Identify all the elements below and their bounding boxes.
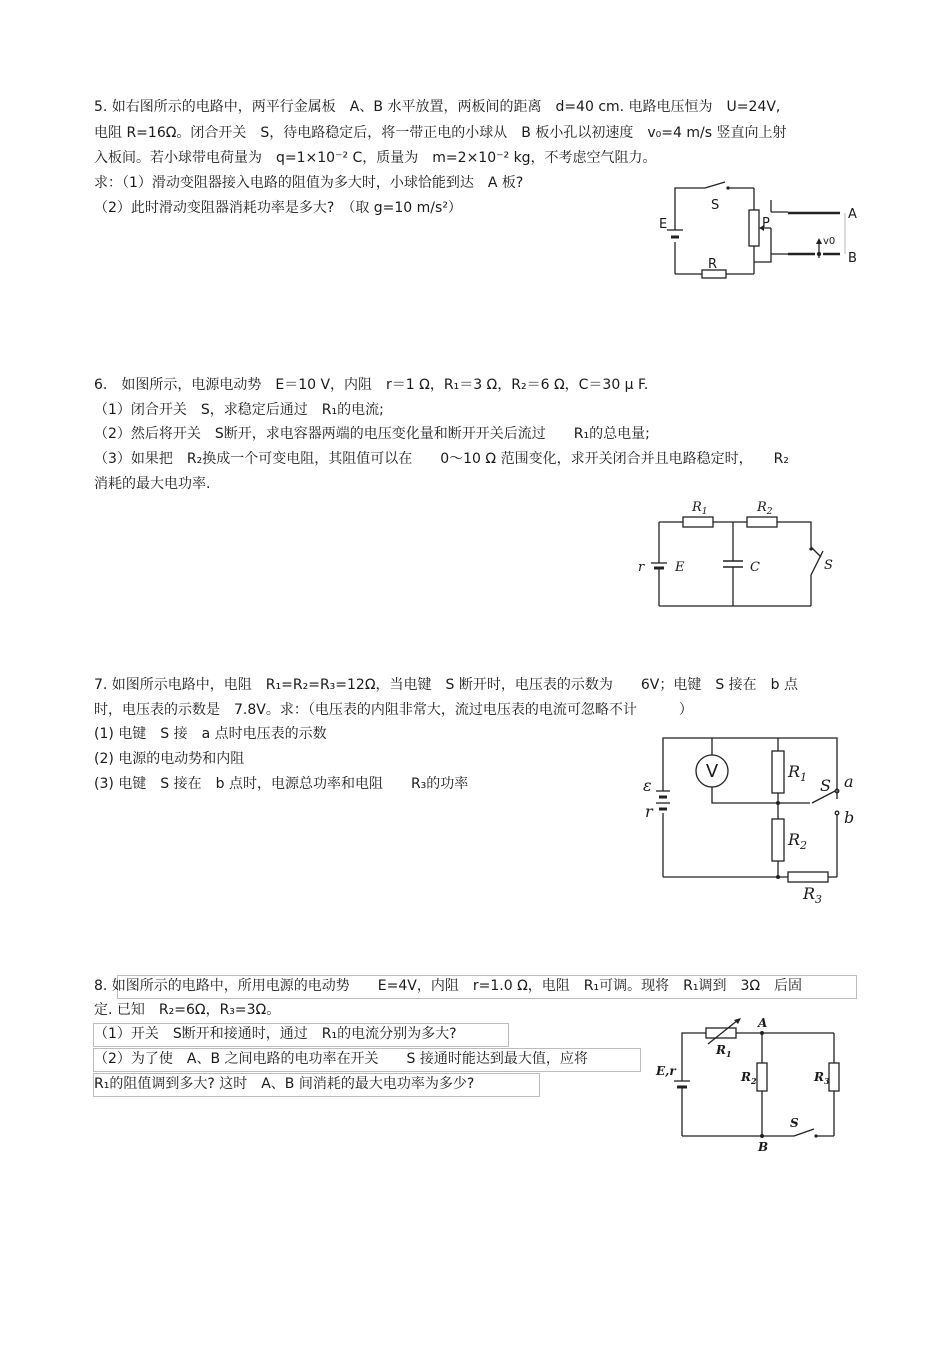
q8-r1-variable-arrow (708, 1020, 738, 1044)
q8-switch-blade (794, 1129, 814, 1136)
q5-line-3: 入板间。若小球带电荷量为 q=1×10⁻² C，质量为 m=2×10⁻² kg，不考虑空气阻力。 (94, 150, 657, 166)
q8-line-1: 8. 如图所示的电路中，所用电源的电动势 E=4V，内阻 r=1.0 Ω，电阻 R₁可调。现将 R₁调到 3Ω 后固 (94, 978, 803, 994)
q7-label-eps: ε (643, 776, 652, 795)
q6-label-e: E (675, 560, 685, 575)
q7-line-1: 7. 如图所示电路中，电阻 R₁=R₂=R₃=12Ω，当电键 S 断开时，电压表的示数为 6V；电键 S 接在 b 点 (94, 677, 799, 693)
q5-label-e: E (659, 217, 668, 232)
q5-line-5: （2）此时滑动变阻器消耗功率是多大? （取 g=10 m/s²） (94, 200, 462, 216)
q7-label-v: V (705, 761, 719, 782)
q6-label-r: r (638, 560, 645, 575)
q5-label-a: A (848, 207, 857, 222)
q8-label-r2: $R_2$ (741, 1070, 757, 1086)
q5-ball (817, 252, 821, 256)
q5-line-4: 求：（1）滑动变阻器接入电路的阻值为多大时，小球恰能到达 A 板? (94, 175, 524, 191)
q6-resistor-r2 (747, 517, 777, 527)
q7-label-b: b (844, 808, 855, 827)
q8-label-r1: $R_1$ (716, 1043, 732, 1059)
q7-contact-b (835, 811, 839, 815)
q8-circuit-diagram (652, 1013, 852, 1158)
q8-line-3: （1）开关 S断开和接通时，通过 R₁的电流分别为多大? (94, 1026, 457, 1042)
q7-resistor-r2 (772, 819, 784, 861)
q5-line-1: 5. 如右图所示的电路中，两平行金属板 A、B 水平放置，两板间的距离 d=40 cm. 电路电压恒为 U=24V, (94, 99, 781, 115)
q5-label-r: R (708, 257, 718, 272)
q5-line-2: 电阻 R=16Ω。闭合开关 S，待电路稳定后，将一带正电的小球从 B 板小孔以初速度 v₀=4 m/s 竖直向上射 (94, 125, 787, 141)
q5-label-s: S (711, 198, 720, 213)
q6-switch-contact (809, 547, 812, 550)
q7-resistor-r3 (788, 872, 828, 882)
q5-label-p: P (762, 216, 770, 231)
q6-label-c: C (750, 560, 760, 575)
q8-label-b: B (758, 1140, 769, 1154)
q8-label-r3: $R_3$ (814, 1070, 830, 1086)
q8-wire-left-upper (682, 1033, 706, 1081)
q7-label-r2: $R_2$ (788, 830, 808, 852)
q8-line-4: （2）为了使 A、B 之间电路的电功率在开关 S 接通时能达到最大值，应将 (94, 1051, 588, 1067)
q7-label-a: a (844, 772, 854, 791)
q6-label-r1: $R_1$ (692, 500, 708, 517)
q5-rheostat (749, 210, 759, 246)
q6-line-4: （3）如果把 R₂换成一个可变电阻，其阻值可以在 0～10 Ω 范围变化，求开关闭合并且电路稳定时， R₂ (94, 451, 789, 467)
q5-slider-wire (754, 228, 771, 262)
q7-wire-voltmeter-bottom (712, 787, 778, 803)
q7-line-4: (2) 电源的电动势和内阻 (94, 751, 245, 767)
q5-label-v0: v0 (823, 236, 836, 247)
q6-resistor-r1 (683, 517, 713, 527)
q7-resistor-r1 (772, 751, 784, 793)
q6-line-1: 6. 如图所示，电源电动势 E＝10 V，内阻 r＝1 Ω，R₁＝3 Ω，R₂＝6 Ω，C＝30 μ F. (94, 377, 649, 393)
q8-line-5: R₁的阻值调到多大? 这时 A、B 间消耗的最大电功率为多少? (94, 1076, 475, 1092)
q8-label-er: E,r (656, 1064, 676, 1078)
q7-line-3: (1) 电键 S 接 a 点时电压表的示数 (94, 726, 327, 742)
q5-wire-top-left (675, 188, 705, 230)
q6-wire-top-3 (777, 522, 811, 547)
q5-label-b: B (848, 251, 857, 266)
q8-resistor-r3 (829, 1063, 839, 1091)
q6-label-s: S (824, 558, 833, 573)
q6-line-2: （1）闭合开关 S，求稳定后通过 R₁的电流; (94, 402, 384, 418)
q7-wire-top (663, 738, 837, 799)
q7-label-r: r (645, 802, 653, 821)
q7-line-2: 时，电压表的示数是 7.8V。求：（电压表的内阻非常大，流过电压表的电流可忽略不计 ） (94, 702, 693, 718)
q6-line-3: （2）然后将开关 S断开，求电容器两端的电压变化量和断开开关后流过 R₁的总电量; (94, 426, 650, 442)
q8-label-s: S (790, 1116, 799, 1130)
q7-circuit-diagram (640, 733, 865, 913)
q5-circuit-diagram (650, 180, 880, 290)
q7-line-5: (3) 电键 S 接在 b 点时，电源总功率和电阻 R₃的功率 (94, 776, 469, 792)
q5-switch-blade (705, 182, 725, 188)
q6-switch-blade (811, 551, 823, 575)
q8-resistor-r2 (757, 1063, 767, 1091)
q8-line-2: 定. 已知 R₂=6Ω，R₃=3Ω。 (94, 1002, 281, 1018)
q6-label-r2: $R_2$ (757, 500, 773, 517)
q6-line-5: 消耗的最大电功率. (94, 476, 211, 492)
q7-label-r3: $R_3$ (803, 884, 823, 906)
q7-label-r1: $R_1$ (788, 762, 808, 784)
q5-velocity-arrowhead (816, 238, 822, 244)
q8-label-a: A (758, 1016, 768, 1030)
q6-circuit-diagram (635, 497, 845, 612)
q7-label-s: S (820, 776, 831, 795)
